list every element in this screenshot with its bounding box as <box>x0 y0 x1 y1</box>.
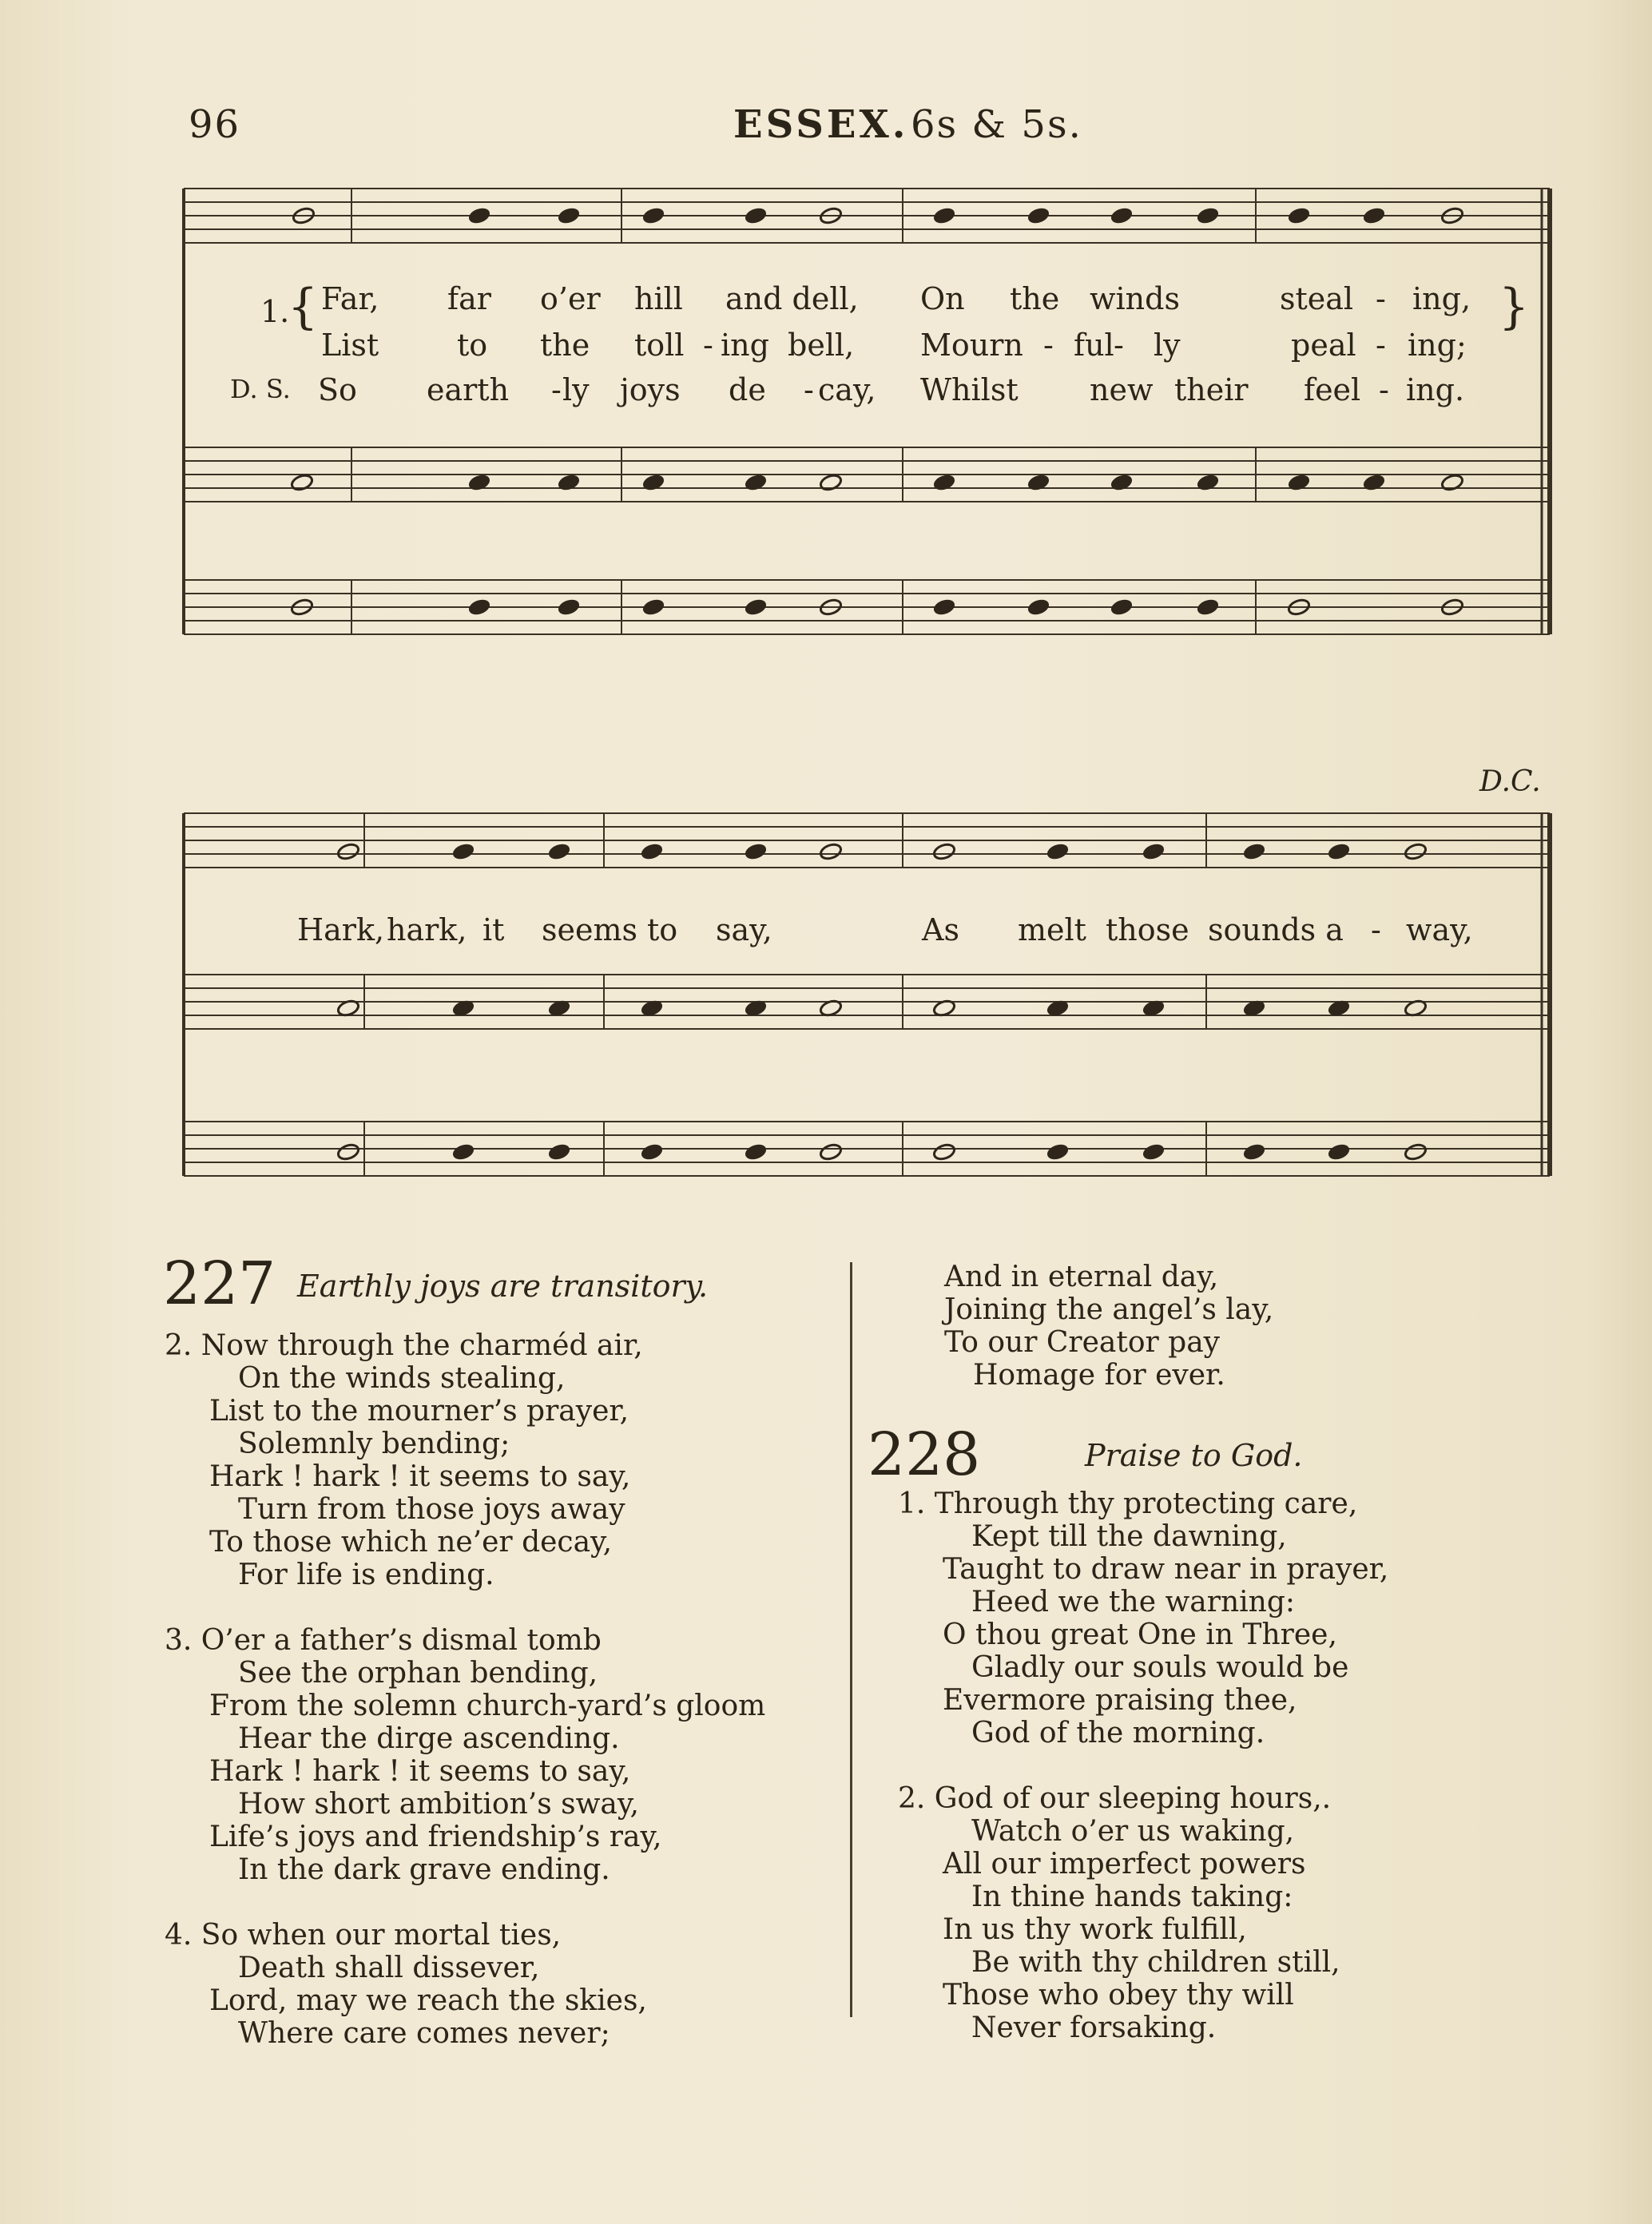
hymn-line: 2. Now through the charméd air, <box>165 1329 643 1362</box>
lyric-word: new <box>1090 372 1154 407</box>
hymn-number: 227 <box>163 1249 276 1318</box>
note-head <box>1327 842 1351 861</box>
note-head <box>557 206 581 225</box>
lyric-word: Mourn <box>920 328 1023 363</box>
note-head <box>641 206 665 225</box>
hymn-line: Death shall dissever, <box>238 1952 540 1984</box>
note-head <box>1362 473 1386 492</box>
lyric-word: Far, <box>321 281 379 316</box>
note-head <box>744 598 768 617</box>
hymn-line: Heed we the warning: <box>971 1586 1295 1618</box>
lyric-word: to <box>647 912 678 947</box>
hymn-line: List to the mourner’s prayer, <box>209 1395 629 1428</box>
lyric-word: it <box>482 912 505 947</box>
hymn-line: Hear the dirge ascending. <box>238 1722 620 1755</box>
hymn-line: And in eternal day, <box>944 1261 1219 1293</box>
note-head <box>640 1142 664 1162</box>
lyric-word: - <box>804 372 814 407</box>
note-head <box>1110 473 1134 492</box>
hymn-line: For life is ending. <box>238 1559 494 1591</box>
lyric-word: - <box>1114 328 1124 363</box>
verse-number: 1. <box>260 294 290 329</box>
note-head <box>641 598 665 617</box>
lyric-word: On <box>920 281 965 316</box>
note-head <box>1196 598 1220 617</box>
hymn-line: 2. God of our sleeping hours,. <box>898 1782 1332 1815</box>
hymn-line: Those who obey thy will <box>943 1979 1294 2012</box>
lyric-word: joys <box>620 372 681 407</box>
lyric-word: ing, <box>1412 281 1471 316</box>
note-head <box>1440 473 1464 492</box>
note-head <box>1196 206 1220 225</box>
note-head <box>1142 1142 1166 1162</box>
lyric-word: melt <box>1018 912 1086 947</box>
note-head <box>1287 473 1311 492</box>
hymn-227-verses <box>165 1329 765 2050</box>
note-head <box>451 842 475 861</box>
tune-name: ESSEX. <box>733 102 909 147</box>
hymn-line: 4. So when our mortal ties, <box>165 1919 562 1952</box>
hymn-line <box>165 1886 765 1919</box>
lyric-word: feel <box>1304 372 1361 407</box>
lyric-word: far <box>447 281 491 316</box>
note-head <box>467 206 491 225</box>
lyric-word: and dell, <box>725 281 859 316</box>
note-head <box>744 473 768 492</box>
note-head <box>451 1142 475 1162</box>
hymn-228-verses <box>898 1487 1388 2044</box>
note-head <box>819 473 843 492</box>
note-head <box>1046 1142 1070 1162</box>
hymn-line: Turn from those joys away <box>238 1493 625 1526</box>
hymn-title: Earthly joys are transitory. <box>297 1269 709 1304</box>
lyric-word: those <box>1106 912 1189 947</box>
lyric-word: the <box>540 328 590 363</box>
note-head <box>467 598 491 617</box>
note-head <box>1242 1142 1266 1162</box>
page-number: 96 <box>189 102 241 147</box>
lyric-word: ful <box>1074 328 1114 363</box>
brace-left: { <box>288 279 319 335</box>
hymn-line: Taught to draw near in prayer, <box>943 1553 1389 1586</box>
lyric-word: ly <box>1154 328 1181 363</box>
note-head <box>1027 473 1050 492</box>
hymn-line: God of the morning. <box>971 1717 1265 1749</box>
note-head <box>1142 842 1166 861</box>
note-head <box>1027 598 1050 617</box>
lyric-word: steal <box>1280 281 1354 316</box>
hymn-line: See the orphan bending, <box>238 1657 598 1690</box>
note-head <box>932 206 956 225</box>
note-head <box>641 473 665 492</box>
lyric-word: ing. <box>1406 372 1465 407</box>
lyric-word: their <box>1174 372 1249 407</box>
lyric-word: sounds a <box>1208 912 1344 947</box>
lyric-word: Whilst <box>920 372 1019 407</box>
hymn-line: On the winds stealing, <box>238 1362 566 1395</box>
note-head <box>1242 842 1266 861</box>
hymn-line: Never forsaking. <box>971 2012 1217 2044</box>
hymn-line: To those which ne’er decay, <box>209 1526 613 1559</box>
note-head <box>1362 206 1386 225</box>
hymn-line: In us thy work fulfill, <box>943 1913 1247 1946</box>
lyric-word: ly <box>562 372 590 407</box>
hymn-line: Homage for ever. <box>973 1359 1225 1392</box>
hymn-line: Evermore praising thee, <box>943 1684 1297 1717</box>
lyric-word: ing <box>721 328 769 363</box>
note-head <box>744 206 768 225</box>
note-head <box>819 1142 843 1162</box>
hymn-line: 3. O’er a father’s dismal tomb <box>165 1624 602 1657</box>
note-head <box>547 1142 571 1162</box>
note-head <box>1404 842 1428 861</box>
note-head <box>640 842 664 861</box>
hymn-line: To our Creator pay <box>944 1326 1221 1359</box>
note-head <box>1196 473 1220 492</box>
lyric-word: hill <box>634 281 683 316</box>
hymn-line: Joining the angel’s lay, <box>944 1293 1274 1326</box>
ds-label: D. S. <box>230 374 291 404</box>
hymn-line: In the dark grave ending. <box>238 1853 610 1886</box>
note-head <box>467 473 491 492</box>
lyric-word: way, <box>1406 912 1473 947</box>
note-head <box>744 842 768 861</box>
lyric-word: So <box>318 372 357 407</box>
lyric-word: bell, <box>788 328 855 363</box>
note-head <box>744 1142 768 1162</box>
lyric-word: - <box>1043 328 1054 363</box>
lyric-word: hark, <box>387 912 467 947</box>
column-divider <box>850 1262 852 2017</box>
hymn-line: O thou great One in Three, <box>943 1618 1337 1651</box>
hymn-title: Praise to God. <box>1085 1438 1303 1473</box>
hymn-line: 1. Through thy protecting care, <box>898 1487 1358 1520</box>
note-head <box>547 842 571 861</box>
hymn-line: Hark ! hark ! it seems to say, <box>209 1460 631 1493</box>
note-head <box>932 598 956 617</box>
lyric-word: winds <box>1090 281 1180 316</box>
lyric-word: peal <box>1291 328 1356 363</box>
hymn-line: How short ambition’s sway, <box>238 1788 639 1821</box>
note-head <box>1110 206 1134 225</box>
note-head <box>290 473 314 492</box>
lyric-word: say, <box>716 912 772 947</box>
meter: 6s & 5s. <box>911 102 1082 147</box>
lyric-word: - <box>1376 328 1386 363</box>
hymn-line: Life’s joys and friendship’s ray, <box>209 1821 662 1853</box>
hymn-line: Be with thy children still, <box>971 1946 1340 1979</box>
dc-label: D.C. <box>1479 765 1541 798</box>
hymn-line: Gladly our souls would be <box>971 1651 1349 1684</box>
note-head <box>1327 1142 1351 1162</box>
note-head <box>1404 1142 1428 1162</box>
hymn-line: Hark ! hark ! it seems to say, <box>209 1755 631 1788</box>
note-head <box>932 1142 956 1162</box>
lyric-word: the <box>1010 281 1060 316</box>
lyric-word: ing; <box>1408 328 1467 363</box>
brace-right: } <box>1499 279 1530 335</box>
note-head <box>932 473 956 492</box>
hymn-227-verse-end <box>944 1261 1273 1392</box>
note-head <box>1027 206 1050 225</box>
note-head <box>557 473 581 492</box>
lyric-word: cay, <box>818 372 876 407</box>
note-head <box>1110 598 1134 617</box>
lyric-word: - <box>1371 912 1381 947</box>
note-head <box>1287 206 1311 225</box>
lyric-word: o’er <box>540 281 601 316</box>
note-head <box>932 842 956 861</box>
lyric-word: toll <box>634 328 685 363</box>
hymn-number: 228 <box>868 1420 981 1489</box>
lyric-word: to <box>457 328 488 363</box>
note-head <box>557 598 581 617</box>
hymn-line: Solemnly bending; <box>238 1428 510 1460</box>
hymn-line <box>165 1591 765 1624</box>
hymn-line <box>898 1749 1388 1782</box>
lyric-word: - <box>1379 372 1389 407</box>
note-head <box>819 842 843 861</box>
hymn-line: All our imperfect powers <box>943 1848 1306 1880</box>
hymn-line: From the solemn church-yard’s gloom <box>209 1690 766 1722</box>
hymn-line: Where care comes never; <box>238 2017 610 2050</box>
hymn-line: Lord, may we reach the skies, <box>209 1984 647 2017</box>
note-head <box>336 1142 360 1162</box>
lyric-word: seems <box>542 912 638 947</box>
hymn-line: In thine hands taking: <box>971 1880 1293 1913</box>
hymn-line: Kept till the dawning, <box>971 1520 1287 1553</box>
note-head <box>1046 842 1070 861</box>
lyric-word: As <box>922 912 959 947</box>
lyric-word: List <box>321 328 379 363</box>
lyric-word: Hark, <box>297 912 385 947</box>
lyric-word: de <box>729 372 766 407</box>
lyric-word: - <box>1376 281 1386 316</box>
lyric-word: - <box>703 328 713 363</box>
note-head <box>336 842 360 861</box>
lyric-word: earth <box>427 372 510 407</box>
lyric-word: - <box>551 372 562 407</box>
hymn-line: Watch o’er us waking, <box>971 1815 1295 1848</box>
